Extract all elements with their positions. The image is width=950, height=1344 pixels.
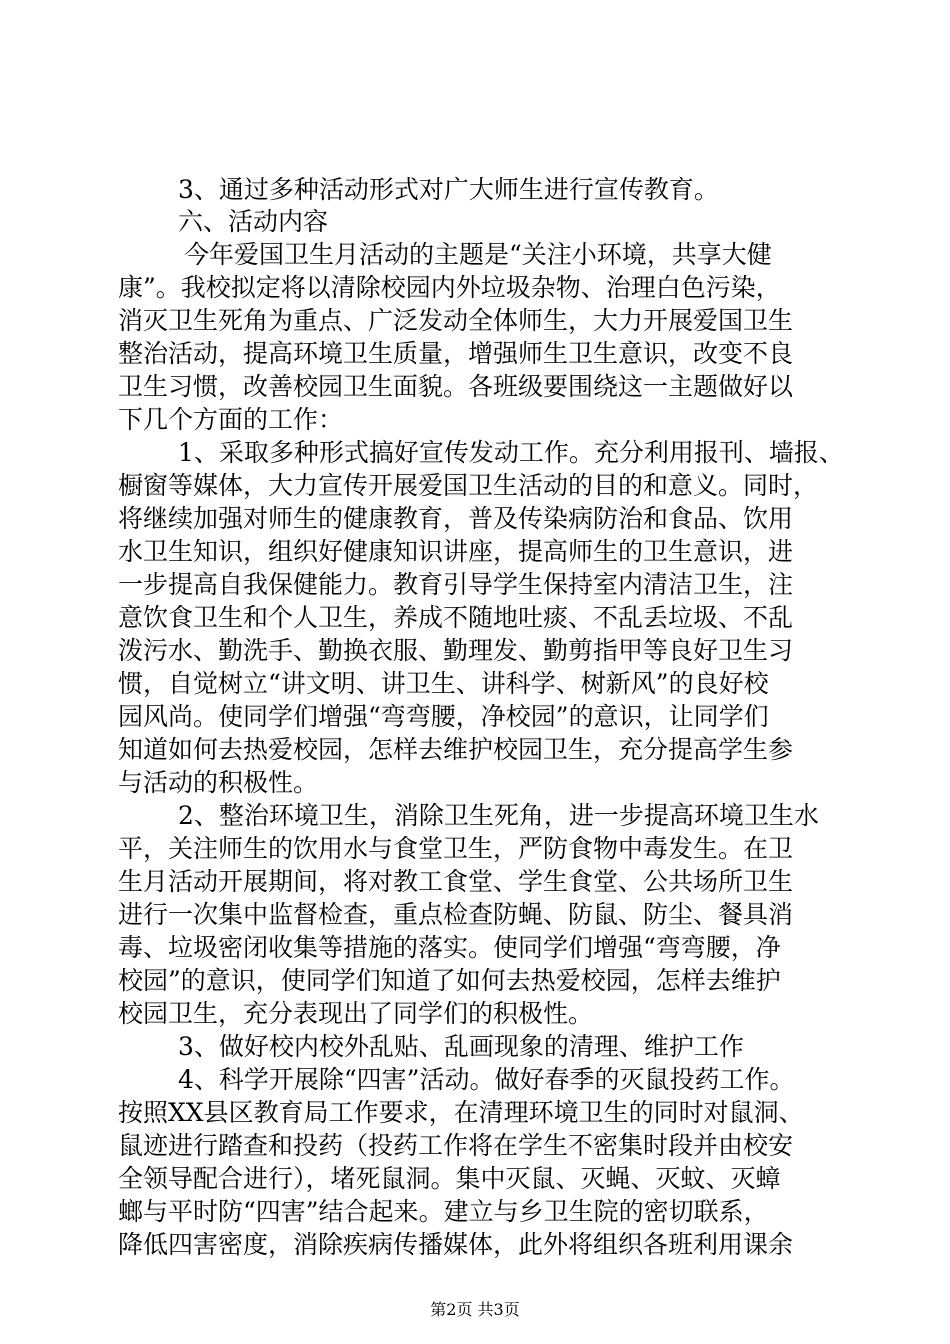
text-line: 平，关注师生的饮用水与食堂卫生，严防食物中毒发生。在卫 [118, 834, 794, 863]
text-line: 今年爱国卫生月活动的主题是“关注小环境，共享大健 [184, 240, 772, 269]
text-line: 校园卫生，充分表现出了同学们的积极性。 [118, 999, 594, 1028]
section-heading: 六、活动内容 [178, 207, 329, 236]
text-line: 降低四害密度，消除疾病传播媒体，此外将组织各班利用课余 [118, 1230, 794, 1259]
text-line: 康”。我校拟定将以清除校园内外垃圾杂物、治理白色污染， [118, 273, 781, 302]
text-line: 校园”的意识，使同学们知道了如何去热爱校园，怎样去维护 [118, 966, 781, 995]
text-line: 2、整治环境卫生，消除卫生死角，进一步提高环境卫生水 [178, 801, 819, 830]
text-line: 3、做好校内校外乱贴、乱画现象的清理、维护工作 [178, 1032, 744, 1061]
text-line: 整治活动，提高环境卫生质量，增强师生卫生意识，改变不良 [118, 339, 794, 368]
text-line: 生月活动开展期间，将对教工食堂、学生食堂、公共场所卫生 [118, 867, 794, 896]
text-line: 消灭卫生死角为重点、广泛发动全体师生，大力开展爱国卫生 [118, 306, 794, 335]
text-line: 4、科学开展除“四害”活动。做好春季的灭鼠投药工作。 [178, 1065, 795, 1094]
text-line: 泼污水、勤洗手、勤换衣服、勤理发、勤剪指甲等良好卫生习 [118, 636, 794, 665]
text-line: 知道如何去热爱校园，怎样去维护校园卫生，充分提高学生参 [118, 735, 794, 764]
text-line: 按照XX县区教育局工作要求，在清理环境卫生的同时对鼠洞、 [118, 1098, 804, 1127]
text-line: 下几个方面的工作： [118, 405, 344, 434]
text-line: 螂与平时防“四害”结合起来。建立与乡卫生院的密切联系， [118, 1197, 769, 1226]
text-line: 1、采取多种形式搞好宣传发动工作。充分利用报刊、墙报、 [178, 438, 844, 467]
text-line: 3、通过多种活动形式对广大师生进行宣传教育。 [178, 175, 719, 204]
text-line: 水卫生知识，组织好健康知识讲座，提高师生的卫生意识，进 [118, 537, 794, 566]
text-line: 园风尚。使同学们增强“弯弯腰，净校园”的意识，让同学们 [118, 702, 769, 731]
text-line: 鼠迹进行踏查和投药（投药工作将在学生不密集时段并由校安 [118, 1131, 794, 1160]
text-line: 一步提高自我保健能力。教育引导学生保持室内清洁卫生，注 [118, 570, 794, 599]
page-number-footer: 第2页 共3页 [430, 1300, 520, 1319]
text-line: 进行一次集中监督检查，重点检查防蝇、防鼠、防尘、餐具消 [118, 900, 794, 929]
text-line: 卫生习惯，改善校园卫生面貌。各班级要围绕这一主题做好以 [118, 372, 794, 401]
text-line: 毒、垃圾密闭收集等措施的落实。使同学们增强“弯弯腰，净 [118, 933, 781, 962]
text-line: 与活动的积极性。 [118, 768, 319, 797]
text-line: 全领导配合进行），堵死鼠洞。集中灭鼠、灭蝇、灭蚊、灭蟑 [118, 1164, 781, 1193]
text-line: 惯，自觉树立“讲文明、讲卫生、讲科学、树新风”的良好校 [118, 669, 769, 698]
text-line: 意饮食卫生和个人卫生，养成不随地吐痰、不乱丢垃圾、不乱 [118, 603, 794, 632]
text-line: 将继续加强对师生的健康教育，普及传染病防治和食品、饮用 [118, 504, 794, 533]
text-line: 橱窗等媒体，大力宣传开展爱国卫生活动的目的和意义。同时， [118, 471, 819, 500]
